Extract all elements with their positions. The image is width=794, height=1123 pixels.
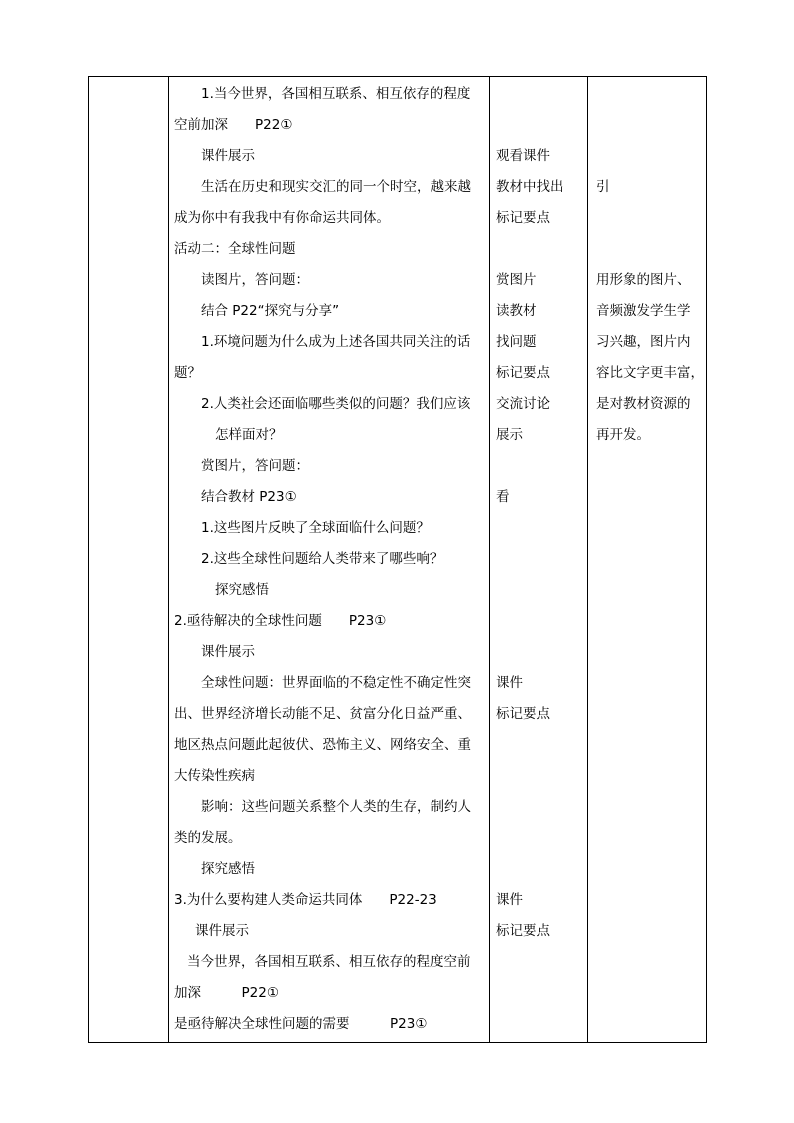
text-line: 2.这些全球性问题给人类带来了哪些响？	[201, 551, 444, 567]
text-line: 课件展示	[201, 644, 255, 660]
text-line: 容比文字更丰富，	[596, 365, 704, 381]
lesson-plan-table	[88, 76, 707, 1043]
text-line: 生活在历史和现实交汇的同一个时空，越来越	[201, 179, 471, 195]
text-line: 观看课件	[496, 148, 550, 164]
text-line: 用形象的图片、	[596, 272, 691, 288]
text-line: 当今世界，各国相互联系、相互依存的程度空前	[187, 954, 471, 970]
text-line: 习兴趣，图片内	[596, 334, 691, 350]
text-line: 2.亟待解决的全球性问题 P23①	[174, 613, 387, 629]
column-divider	[587, 77, 588, 1042]
text-line: 影响：这些问题关系整个人类的生存，制约人	[201, 799, 471, 815]
text-line: 1.这些图片反映了全球面临什么问题？	[201, 520, 430, 536]
text-line: 引	[596, 179, 610, 195]
text-line: 是对教材资源的	[596, 396, 691, 412]
text-line: 成为你中有我我中有你命运共同体。	[174, 210, 390, 226]
text-line: 课件展示	[195, 923, 249, 939]
text-line: 题？	[174, 365, 201, 381]
text-line: 空前加深 P22①	[174, 117, 293, 133]
text-line: 看	[496, 489, 510, 505]
text-line: 赏图片	[496, 272, 537, 288]
text-line: 课件	[496, 892, 523, 908]
text-line: 标记要点	[496, 706, 550, 722]
text-line: 3.为什么要构建人类命运共同体 P22-23	[174, 892, 437, 908]
column-divider	[489, 77, 490, 1042]
text-line: 交流讨论	[496, 396, 550, 412]
text-line: 怎样面对？	[215, 427, 283, 443]
text-line: 读图片，答问题：	[201, 272, 309, 288]
text-line: 活动二：全球性问题	[174, 241, 296, 257]
text-line: 探究感悟	[215, 582, 269, 598]
text-line: 结合 P22“探究与分享”	[201, 303, 340, 319]
text-line: 加深 P22①	[174, 985, 279, 1001]
text-line: 1.当今世界，各国相互联系、相互依存的程度	[201, 86, 471, 102]
text-line: 结合教材 P23①	[201, 489, 297, 505]
text-line: 标记要点	[496, 210, 550, 226]
text-line: 大传染性疾病	[174, 768, 255, 784]
text-line: 全球性问题：世界面临的不稳定性不确定性突	[201, 675, 471, 691]
text-line: 课件展示	[201, 148, 255, 164]
text-line: 出、世界经济增长动能不足、贫富分化日益严重、	[174, 706, 471, 722]
text-line: 课件	[496, 675, 523, 691]
text-line: 教材中找出	[496, 179, 564, 195]
text-line: 音频激发学生学	[596, 303, 691, 319]
text-line: 找问题	[496, 334, 537, 350]
text-line: 读教材	[496, 303, 537, 319]
text-line: 赏图片，答问题：	[201, 458, 309, 474]
text-line: 2.人类社会还面临哪些类似的问题？我们应该	[201, 396, 471, 412]
text-line: 再开发。	[596, 427, 650, 443]
text-line: 是亟待解决全球性问题的需要 P23①	[174, 1016, 428, 1032]
text-line: 地区热点问题此起彼伏、恐怖主义、网络安全、重	[174, 737, 471, 753]
column-divider	[168, 77, 169, 1042]
text-line: 标记要点	[496, 923, 550, 939]
text-line: 类的发展。	[174, 830, 242, 846]
text-line: 标记要点	[496, 365, 550, 381]
text-line: 1.环境问题为什么成为上述各国共同关注的话	[201, 334, 471, 350]
text-line: 展示	[496, 427, 523, 443]
text-line: 探究感悟	[201, 861, 255, 877]
